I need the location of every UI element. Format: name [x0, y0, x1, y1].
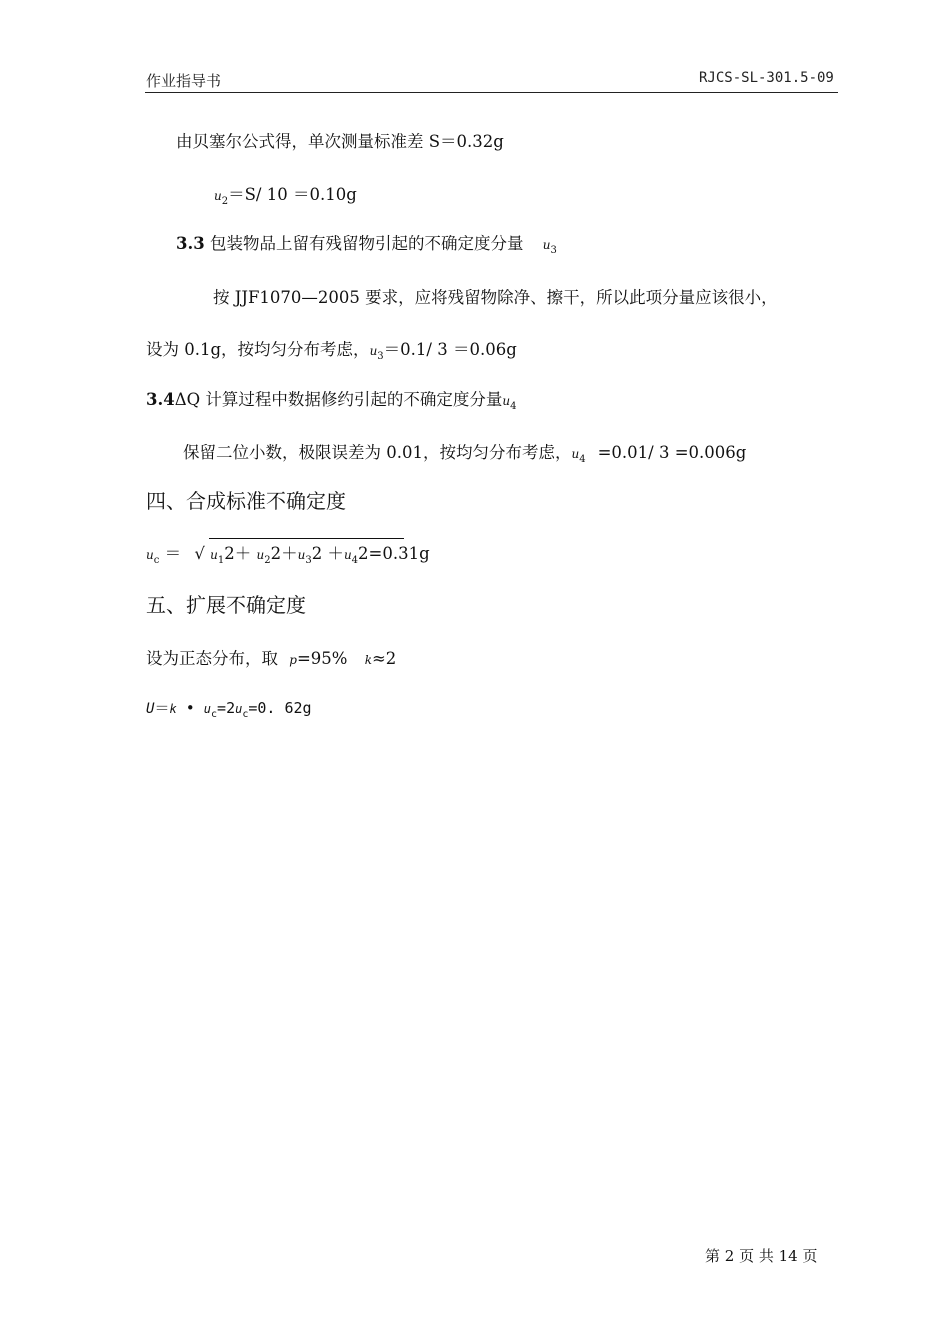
normal-assumption: 设为正态分布，取: [146, 649, 278, 668]
uc-symbol-1: u: [203, 702, 212, 716]
u2-term-sub: 2: [264, 555, 271, 566]
combined-uncertainty-formula: [146, 540, 430, 564]
section-3-4-heading: [146, 386, 517, 410]
U-equals: ＝: [154, 699, 170, 717]
u3-assumption: 设为 0.1g，按均匀分布考虑，: [146, 340, 370, 359]
u4-subscript-inline: 4: [579, 454, 586, 465]
header-title: 作业指导书: [146, 72, 222, 90]
u1-term-sub: 1: [217, 555, 225, 566]
U-result: =0. 62g: [248, 699, 312, 717]
u2-term: u: [256, 548, 265, 562]
uc-subscript: c: [153, 555, 160, 566]
u3-term: u: [297, 548, 306, 562]
u3-term-power: 2 ＋: [311, 544, 344, 563]
section-3-4-number: 3.4: [146, 390, 175, 409]
uc-result: =0.31g: [368, 544, 430, 563]
expanded-uncertainty-heading: 五、扩展不确定度: [146, 593, 306, 617]
u2-subscript: 2: [221, 196, 229, 207]
k-factor: k: [169, 702, 177, 716]
bessel-formula-line: 由贝塞尔公式得，单次测量标准差 S＝0.32g: [176, 132, 504, 151]
u1-term: u: [210, 548, 218, 562]
uc-equals: ＝: [164, 544, 182, 563]
section-3-3-title: 包装物品上留有残留物引起的不确定度分量: [209, 234, 524, 253]
u2-symbol: u: [214, 189, 222, 203]
u2-term-power: 2＋: [270, 544, 298, 563]
u4-term-power: 2: [358, 544, 369, 563]
twice-equals: =2: [217, 699, 236, 717]
u3-subscript: 3: [550, 245, 557, 256]
u1-term-power: 2＋: [224, 544, 252, 563]
p-symbol: p: [289, 653, 297, 667]
u2-formula: [214, 181, 357, 205]
u4-subscript: 4: [510, 401, 517, 412]
normal-distribution-line: [146, 645, 396, 669]
u2-value: ＝S/ 10 ＝0.10g: [228, 185, 357, 204]
uc-symbol: u: [146, 548, 154, 562]
sqrt-sign: √: [194, 544, 205, 563]
uc-subscript-1: c: [211, 709, 218, 720]
combined-uncertainty-heading: 四、合成标准不确定度: [146, 489, 346, 513]
section-3-3-heading: [176, 230, 557, 254]
u4-value: =0.01/ 3 =0.006g: [597, 443, 747, 462]
u4-term: u: [343, 548, 352, 562]
u3-term-sub: 3: [305, 555, 312, 566]
u4-formula-line: [183, 439, 746, 463]
uc-subscript-2: c: [242, 709, 249, 720]
u4-symbol: u: [502, 394, 511, 408]
u3-subscript-inline: 3: [377, 351, 384, 362]
k-symbol: k: [364, 653, 372, 667]
u3-symbol: u: [542, 238, 551, 252]
section-3-4-title: ΔQ 计算过程中数据修约引起的不确定度分量: [174, 390, 503, 409]
residue-requirement-line: 按 JJF1070—2005 要求，应将残留物除净、擦干，所以此项分量应该很小，: [213, 288, 778, 307]
u4-assumption: 保留二位小数，极限误差为 0.01，按均匀分布考虑，: [183, 443, 572, 462]
multiply-dot: •: [185, 699, 195, 717]
section-3-3-number: 3.3: [176, 234, 205, 253]
document-code: RJCS-SL-301.5-09: [699, 70, 834, 86]
u4-symbol-inline: u: [571, 447, 580, 461]
expanded-uncertainty-formula: [146, 697, 312, 718]
header-rule: [145, 92, 838, 93]
u3-formula-line: [146, 336, 517, 360]
page-number: 第 2 页 共 14 页: [705, 1247, 818, 1265]
u4-term-sub: 4: [351, 555, 359, 566]
u3-value: ＝0.1/ 3 ＝0.06g: [383, 340, 517, 359]
p-value: =95%: [296, 649, 348, 668]
sqrt-overline: [209, 538, 404, 539]
u3-symbol-inline: u: [369, 344, 378, 358]
uc-symbol-2: u: [235, 702, 243, 716]
U-symbol: U: [146, 701, 155, 717]
k-value: ≈2: [371, 649, 397, 668]
